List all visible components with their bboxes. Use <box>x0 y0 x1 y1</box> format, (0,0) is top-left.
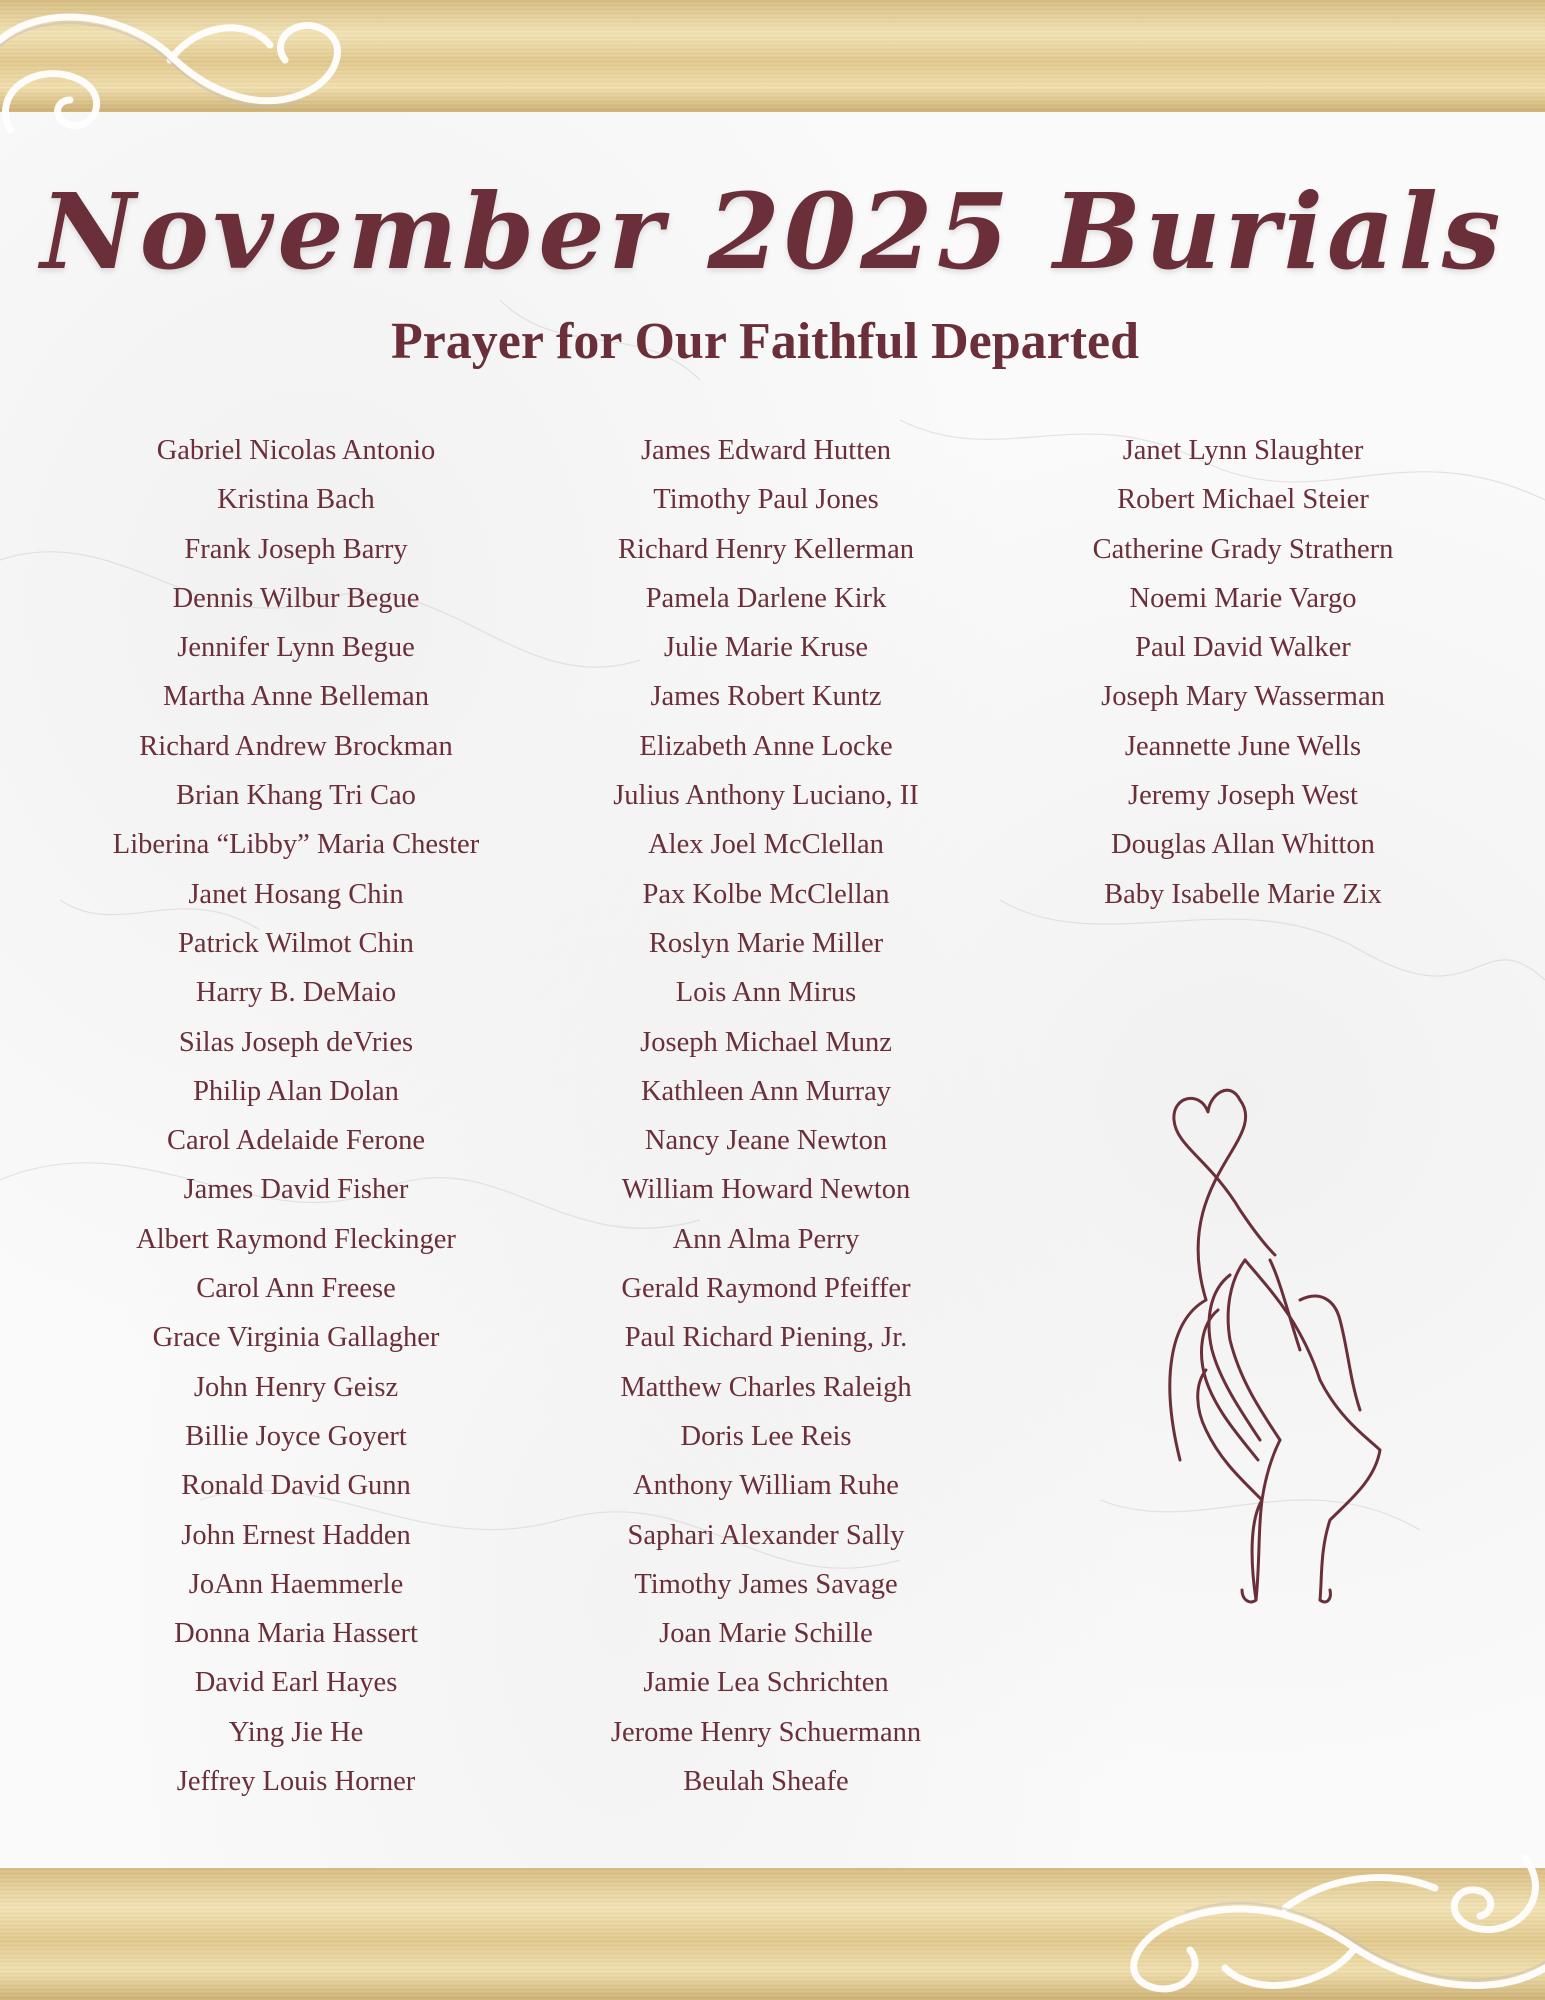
name-entry: Janet Hosang Chin <box>188 878 404 910</box>
names-column-1 <box>56 426 536 1806</box>
name-entry: Joseph Mary Wasserman <box>1101 681 1385 713</box>
name-entry: Donna Maria Hassert <box>174 1618 418 1650</box>
name-entry: Harry B. DeMaio <box>195 977 397 1009</box>
name-entry: James David Fisher <box>183 1174 409 1206</box>
name-entry: James Robert Kuntz <box>650 681 882 713</box>
name-entry: Ying Jie He <box>228 1716 364 1748</box>
name-entry: Elizabeth Anne Locke <box>639 730 893 762</box>
name-entry: Albert Raymond Fleckinger <box>136 1223 456 1255</box>
name-entry: Paul David Walker <box>1135 632 1351 664</box>
name-entry: Liberina “Libby” Maria Chester <box>112 829 480 861</box>
name-entry: Catherine Grady Strathern <box>1092 533 1394 565</box>
name-entry: Jeffrey Louis Horner <box>176 1766 416 1798</box>
name-entry: Joseph Michael Munz <box>640 1026 892 1058</box>
name-entry: Doris Lee Reis <box>680 1420 852 1452</box>
swirl-ornament-icon <box>1055 1838 1545 2000</box>
name-entry: Matthew Charles Raleigh <box>620 1371 912 1403</box>
page-subtitle: Prayer for Our Faithful Departed <box>390 313 1140 370</box>
name-entry: Baby Isabelle Marie Zix <box>1104 878 1382 910</box>
name-entry: Brian Khang Tri Cao <box>176 780 416 812</box>
name-entry: Patrick Wilmot Chin <box>178 927 414 959</box>
name-entry: Richard Henry Kellerman <box>618 533 914 565</box>
name-entry: Carol Ann Freese <box>196 1273 396 1305</box>
name-entry: Dennis Wilbur Begue <box>172 582 420 614</box>
names-column-2 <box>526 426 1006 1806</box>
name-entry: Jerome Henry Schuermann <box>610 1716 922 1748</box>
name-entry: Joan Marie Schille <box>659 1618 873 1650</box>
name-entry: Roslyn Marie Miller <box>648 927 884 959</box>
praying-hands-heart-icon <box>1150 1080 1410 1620</box>
name-entry: Martha Anne Belleman <box>163 681 429 713</box>
name-entry: Billie Joyce Goyert <box>185 1420 407 1452</box>
name-entry: Anthony William Ruhe <box>633 1470 899 1502</box>
name-entry: Carol Adelaide Ferone <box>166 1125 425 1157</box>
name-entry: John Ernest Hadden <box>181 1519 411 1551</box>
name-entry: James Edward Hutten <box>640 435 892 466</box>
name-entry: Douglas Allan Whitton <box>1111 829 1375 861</box>
name-entry: Jennifer Lynn Begue <box>177 632 415 664</box>
name-entry: William Howard Newton <box>621 1174 911 1206</box>
name-entry: Timothy Paul Jones <box>653 484 879 516</box>
name-entry: JoAnn Haemmerle <box>188 1568 404 1600</box>
name-entry: Julie Marie Kruse <box>663 632 869 664</box>
name-entry: Timothy James Savage <box>634 1568 898 1600</box>
name-entry: Jamie Lea Schrichten <box>643 1667 889 1699</box>
name-entry: Silas Joseph deVries <box>178 1026 414 1058</box>
name-entry: Kristina Bach <box>217 484 375 516</box>
page-title: November 2025 Burials <box>40 170 1505 293</box>
name-entry: Richard Andrew Brockman <box>139 730 453 762</box>
name-entry: Jeremy Joseph West <box>1128 780 1358 812</box>
name-entry: Philip Alan Dolan <box>193 1075 399 1107</box>
name-entry: Saphari Alexander Sally <box>627 1519 905 1551</box>
name-entry: Lois Ann Mirus <box>675 977 857 1009</box>
name-entry: Pamela Darlene Kirk <box>645 582 887 614</box>
name-entry: Pax Kolbe McClellan <box>642 878 890 910</box>
name-entry: Nancy Jeane Newton <box>644 1125 888 1157</box>
name-entry: Jeannette June Wells <box>1124 730 1362 762</box>
name-entry: Janet Lynn Slaughter <box>1122 435 1364 466</box>
name-entry: Gabriel Nicolas Antonio <box>156 435 436 466</box>
name-entry: Frank Joseph Barry <box>184 533 408 565</box>
name-entry: Gerald Raymond Pfeiffer <box>621 1273 911 1305</box>
name-entry: Ann Alma Perry <box>672 1223 860 1255</box>
name-entry: Ronald David Gunn <box>181 1470 411 1502</box>
names-column-3 <box>1003 426 1483 919</box>
swirl-ornament-icon <box>0 0 360 150</box>
name-entry: Beulah Sheafe <box>683 1766 849 1798</box>
name-entry: Alex Joel McClellan <box>648 829 884 861</box>
name-entry: Kathleen Ann Murray <box>640 1075 892 1107</box>
name-entry: John Henry Geisz <box>193 1371 399 1403</box>
name-entry: Julius Anthony Luciano, II <box>613 780 919 812</box>
name-entry: Paul Richard Piening, Jr. <box>624 1322 908 1354</box>
name-entry: Noemi Marie Vargo <box>1129 582 1357 614</box>
name-entry: Robert Michael Steier <box>1117 484 1369 516</box>
name-entry: David Earl Hayes <box>194 1667 398 1699</box>
name-entry: Grace Virginia Gallagher <box>152 1322 440 1354</box>
